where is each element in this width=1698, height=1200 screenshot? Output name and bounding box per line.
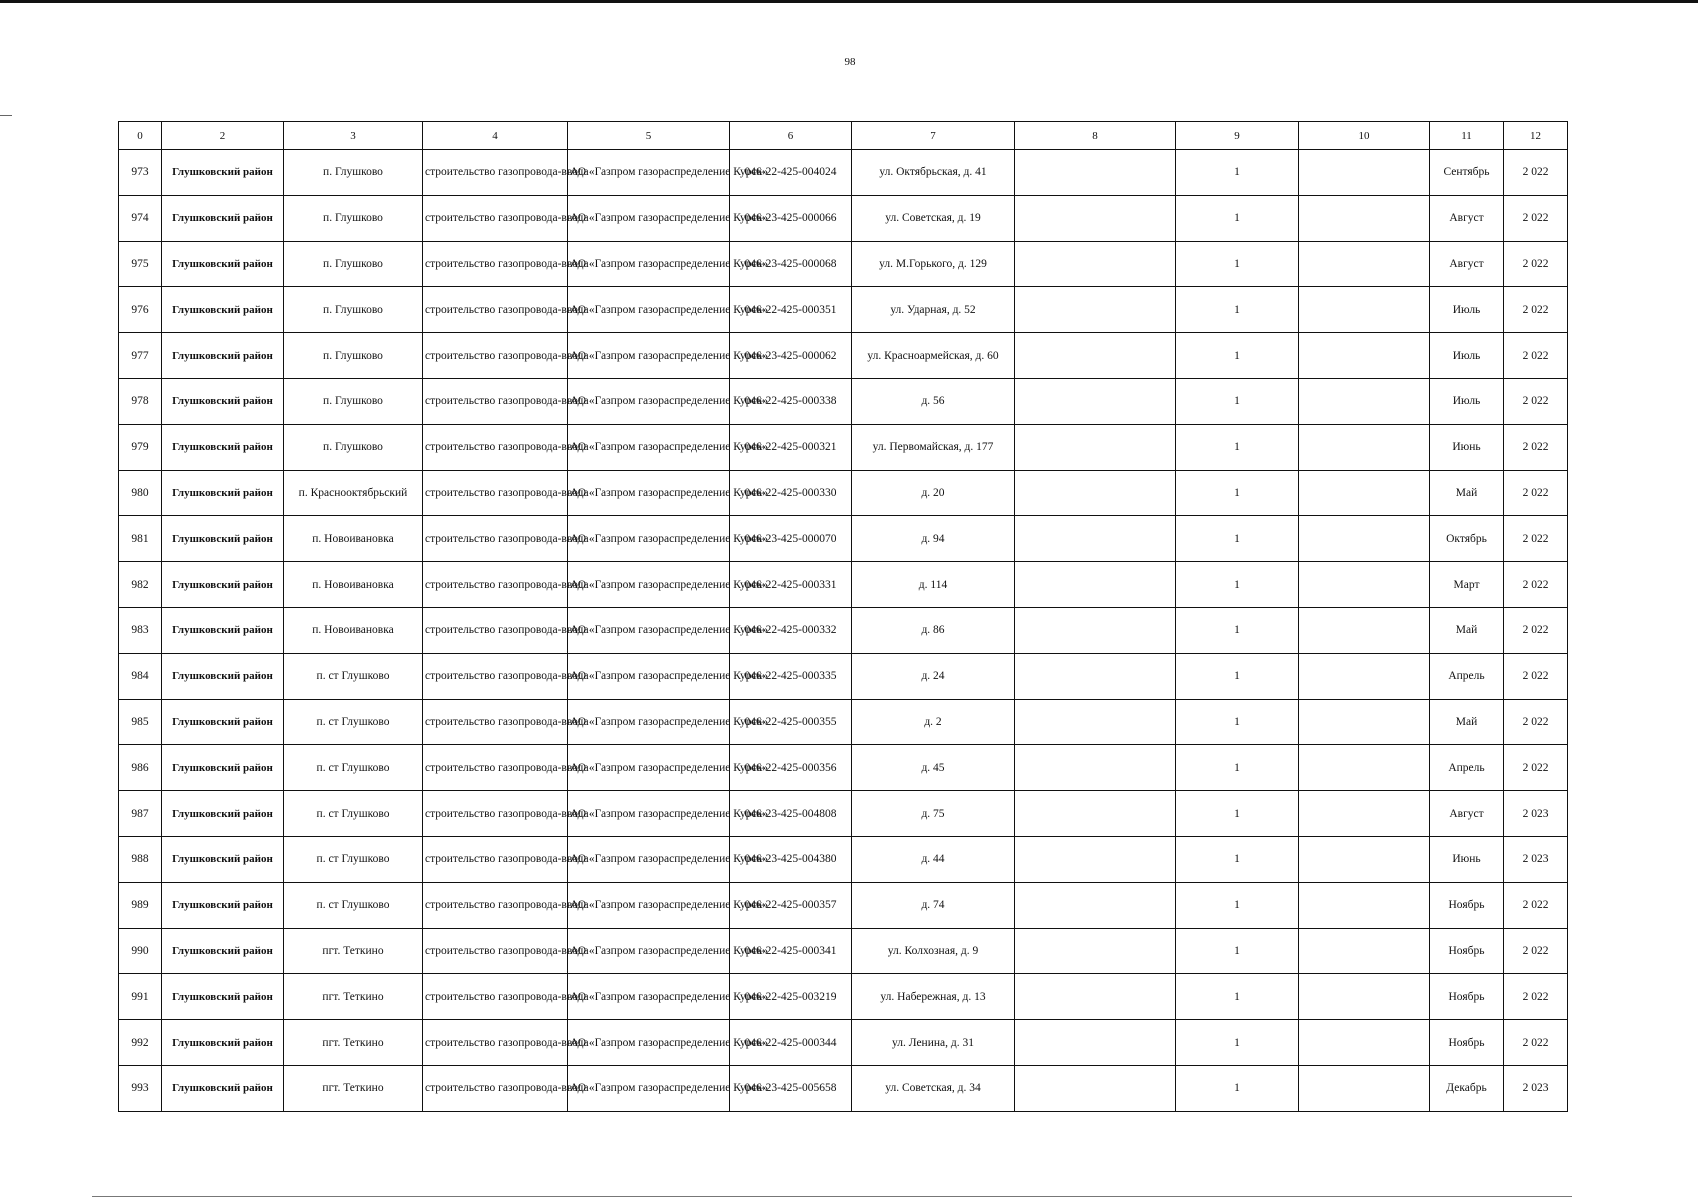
year-cell: 2 022 <box>1504 378 1568 424</box>
month-cell: Август <box>1430 791 1504 837</box>
object-code-cell: 046-22-425-000355 <box>730 699 852 745</box>
row-number-cell: 973 <box>119 150 162 196</box>
row-number-cell: 974 <box>119 195 162 241</box>
address-cell: д. 94 <box>852 516 1015 562</box>
column-10-cell <box>1299 470 1430 516</box>
month-cell: Март <box>1430 562 1504 608</box>
page-bottom-line <box>92 1196 1572 1197</box>
address-cell: д. 114 <box>852 562 1015 608</box>
object-code-cell: 046-22-425-000341 <box>730 928 852 974</box>
district-cell: Глушковский район <box>162 470 284 516</box>
column-10-cell <box>1299 928 1430 974</box>
column-header: 4 <box>423 122 568 150</box>
organization-cell: АО «Газпром газораспределение Курск» <box>568 516 730 562</box>
column-8-cell <box>1015 195 1176 241</box>
quantity-cell: 1 <box>1176 333 1299 379</box>
object-code-cell: 046-22-425-000344 <box>730 1020 852 1066</box>
month-cell: Май <box>1430 607 1504 653</box>
work-type-cell: строительство газопровода-ввода <box>423 562 568 608</box>
work-type-cell: строительство газопровода-ввода <box>423 836 568 882</box>
organization-cell: АО «Газпром газораспределение Курск» <box>568 1065 730 1111</box>
column-8-cell <box>1015 287 1176 333</box>
organization-cell: АО «Газпром газораспределение Курск» <box>568 470 730 516</box>
row-number-cell: 987 <box>119 791 162 837</box>
locality-cell: п. Глушково <box>284 333 423 379</box>
year-cell: 2 022 <box>1504 150 1568 196</box>
column-10-cell <box>1299 378 1430 424</box>
column-8-cell <box>1015 562 1176 608</box>
address-cell: д. 2 <box>852 699 1015 745</box>
column-header: 9 <box>1176 122 1299 150</box>
work-type-cell: строительство газопровода-ввода <box>423 241 568 287</box>
column-header: 3 <box>284 122 423 150</box>
work-type-cell: строительство газопровода-ввода <box>423 974 568 1020</box>
work-type-cell: строительство газопровода-ввода <box>423 1020 568 1066</box>
quantity-cell: 1 <box>1176 1020 1299 1066</box>
address-cell: д. 86 <box>852 607 1015 653</box>
row-number-cell: 984 <box>119 653 162 699</box>
month-cell: Апрель <box>1430 653 1504 699</box>
district-cell: Глушковский район <box>162 424 284 470</box>
column-10-cell <box>1299 791 1430 837</box>
year-cell: 2 022 <box>1504 241 1568 287</box>
month-cell: Май <box>1430 470 1504 516</box>
address-cell: ул. Октябрьская, д. 41 <box>852 150 1015 196</box>
address-cell: ул. Советская, д. 34 <box>852 1065 1015 1111</box>
object-code-cell: 046-22-425-000331 <box>730 562 852 608</box>
locality-cell: п. Глушково <box>284 241 423 287</box>
month-cell: Август <box>1430 195 1504 241</box>
district-cell: Глушковский район <box>162 150 284 196</box>
work-type-cell: строительство газопровода-ввода <box>423 150 568 196</box>
work-type-cell: строительство газопровода-ввода <box>423 882 568 928</box>
column-10-cell <box>1299 1020 1430 1066</box>
work-type-cell: строительство газопровода-ввода <box>423 699 568 745</box>
table-row <box>119 836 1568 882</box>
quantity-cell: 1 <box>1176 562 1299 608</box>
column-10-cell <box>1299 836 1430 882</box>
month-cell: Июнь <box>1430 424 1504 470</box>
month-cell: Май <box>1430 699 1504 745</box>
table-row <box>119 378 1568 424</box>
address-cell: д. 56 <box>852 378 1015 424</box>
object-code-cell: 046-23-425-000062 <box>730 333 852 379</box>
object-code-cell: 046-23-425-000068 <box>730 241 852 287</box>
district-cell: Глушковский район <box>162 882 284 928</box>
table-row <box>119 287 1568 333</box>
work-type-cell: строительство газопровода-ввода <box>423 424 568 470</box>
table-row <box>119 607 1568 653</box>
row-number-cell: 993 <box>119 1065 162 1111</box>
table-row <box>119 974 1568 1020</box>
district-cell: Глушковский район <box>162 607 284 653</box>
quantity-cell: 1 <box>1176 470 1299 516</box>
object-code-cell: 046-22-425-000330 <box>730 470 852 516</box>
district-cell: Глушковский район <box>162 791 284 837</box>
table-row <box>119 562 1568 608</box>
work-type-cell: строительство газопровода-ввода <box>423 653 568 699</box>
locality-cell: п. Новоивановка <box>284 607 423 653</box>
month-cell: Ноябрь <box>1430 1020 1504 1066</box>
column-header: 7 <box>852 122 1015 150</box>
row-number-cell: 990 <box>119 928 162 974</box>
row-number-cell: 992 <box>119 1020 162 1066</box>
locality-cell: п. ст Глушково <box>284 653 423 699</box>
district-cell: Глушковский район <box>162 1020 284 1066</box>
quantity-cell: 1 <box>1176 791 1299 837</box>
quantity-cell: 1 <box>1176 974 1299 1020</box>
work-type-cell: строительство газопровода-ввода <box>423 470 568 516</box>
row-number-cell: 989 <box>119 882 162 928</box>
district-cell: Глушковский район <box>162 1065 284 1111</box>
organization-cell: АО «Газпром газораспределение Курск» <box>568 333 730 379</box>
organization-cell: АО «Газпром газораспределение Курск» <box>568 424 730 470</box>
district-cell: Глушковский район <box>162 516 284 562</box>
table-row <box>119 241 1568 287</box>
column-8-cell <box>1015 653 1176 699</box>
month-cell: Июль <box>1430 378 1504 424</box>
object-code-cell: 046-23-425-004380 <box>730 836 852 882</box>
organization-cell: АО «Газпром газораспределение Курск» <box>568 195 730 241</box>
district-cell: Глушковский район <box>162 653 284 699</box>
locality-cell: п. ст Глушково <box>284 745 423 791</box>
row-number-cell: 976 <box>119 287 162 333</box>
row-number-cell: 988 <box>119 836 162 882</box>
organization-cell: АО «Газпром газораспределение Курск» <box>568 928 730 974</box>
district-cell: Глушковский район <box>162 241 284 287</box>
work-type-cell: строительство газопровода-ввода <box>423 333 568 379</box>
column-header: 11 <box>1430 122 1504 150</box>
column-10-cell <box>1299 974 1430 1020</box>
row-number-cell: 991 <box>119 974 162 1020</box>
row-number-cell: 985 <box>119 699 162 745</box>
table-body <box>119 150 1568 1112</box>
table-row <box>119 1020 1568 1066</box>
locality-cell: п. ст Глушково <box>284 699 423 745</box>
year-cell: 2 022 <box>1504 974 1568 1020</box>
work-type-cell: строительство газопровода-ввода <box>423 928 568 974</box>
organization-cell: АО «Газпром газораспределение Курск» <box>568 699 730 745</box>
object-code-cell: 046-22-425-000332 <box>730 607 852 653</box>
page-number: 98 <box>844 56 856 68</box>
year-cell: 2 022 <box>1504 653 1568 699</box>
month-cell: Сентябрь <box>1430 150 1504 196</box>
table-row <box>119 424 1568 470</box>
month-cell: Апрель <box>1430 745 1504 791</box>
locality-cell: п. Новоивановка <box>284 516 423 562</box>
column-10-cell <box>1299 1065 1430 1111</box>
district-cell: Глушковский район <box>162 195 284 241</box>
object-code-cell: 046-22-425-000351 <box>730 287 852 333</box>
address-cell: д. 74 <box>852 882 1015 928</box>
district-cell: Глушковский район <box>162 699 284 745</box>
quantity-cell: 1 <box>1176 516 1299 562</box>
object-code-cell: 046-22-425-000357 <box>730 882 852 928</box>
table-row <box>119 653 1568 699</box>
column-10-cell <box>1299 699 1430 745</box>
row-number-cell: 978 <box>119 378 162 424</box>
locality-cell: п. Глушково <box>284 287 423 333</box>
locality-cell: п. Краснооктябрьский <box>284 470 423 516</box>
row-number-cell: 983 <box>119 607 162 653</box>
column-8-cell <box>1015 1020 1176 1066</box>
quantity-cell: 1 <box>1176 882 1299 928</box>
work-type-cell: строительство газопровода-ввода <box>423 195 568 241</box>
month-cell: Ноябрь <box>1430 882 1504 928</box>
column-8-cell <box>1015 791 1176 837</box>
district-cell: Глушковский район <box>162 562 284 608</box>
address-cell: д. 44 <box>852 836 1015 882</box>
year-cell: 2 022 <box>1504 607 1568 653</box>
row-number-cell: 980 <box>119 470 162 516</box>
object-code-cell: 046-22-425-004024 <box>730 150 852 196</box>
object-code-cell: 046-22-425-000321 <box>730 424 852 470</box>
quantity-cell: 1 <box>1176 287 1299 333</box>
address-cell: ул. Ударная, д. 52 <box>852 287 1015 333</box>
year-cell: 2 022 <box>1504 516 1568 562</box>
row-number-cell: 986 <box>119 745 162 791</box>
object-code-cell: 046-22-425-000356 <box>730 745 852 791</box>
month-cell: Июль <box>1430 333 1504 379</box>
column-10-cell <box>1299 424 1430 470</box>
column-8-cell <box>1015 424 1176 470</box>
column-10-cell <box>1299 562 1430 608</box>
table-row <box>119 928 1568 974</box>
year-cell: 2 023 <box>1504 791 1568 837</box>
column-10-cell <box>1299 653 1430 699</box>
quantity-cell: 1 <box>1176 150 1299 196</box>
address-cell: ул. Ленина, д. 31 <box>852 1020 1015 1066</box>
district-cell: Глушковский район <box>162 974 284 1020</box>
column-8-cell <box>1015 836 1176 882</box>
work-type-cell: строительство газопровода-ввода <box>423 516 568 562</box>
year-cell: 2 022 <box>1504 699 1568 745</box>
object-code-cell: 046-23-425-000066 <box>730 195 852 241</box>
column-header: 5 <box>568 122 730 150</box>
organization-cell: АО «Газпром газораспределение Курск» <box>568 836 730 882</box>
object-code-cell: 046-22-425-000338 <box>730 378 852 424</box>
row-number-cell: 979 <box>119 424 162 470</box>
address-cell: д. 75 <box>852 791 1015 837</box>
column-8-cell <box>1015 150 1176 196</box>
column-10-cell <box>1299 607 1430 653</box>
organization-cell: АО «Газпром газораспределение Курск» <box>568 241 730 287</box>
organization-cell: АО «Газпром газораспределение Курск» <box>568 287 730 333</box>
table-row <box>119 470 1568 516</box>
district-cell: Глушковский район <box>162 836 284 882</box>
table-row <box>119 195 1568 241</box>
locality-cell: п. ст Глушково <box>284 882 423 928</box>
district-cell: Глушковский район <box>162 378 284 424</box>
quantity-cell: 1 <box>1176 424 1299 470</box>
object-code-cell: 046-22-425-000335 <box>730 653 852 699</box>
year-cell: 2 022 <box>1504 882 1568 928</box>
year-cell: 2 022 <box>1504 287 1568 333</box>
data-table <box>118 121 1568 1112</box>
organization-cell: АО «Газпром газораспределение Курск» <box>568 745 730 791</box>
address-cell: ул. Красноармейская, д. 60 <box>852 333 1015 379</box>
object-code-cell: 046-23-425-000070 <box>730 516 852 562</box>
quantity-cell: 1 <box>1176 699 1299 745</box>
locality-cell: п. Глушково <box>284 150 423 196</box>
column-10-cell <box>1299 745 1430 791</box>
month-cell: Октябрь <box>1430 516 1504 562</box>
work-type-cell: строительство газопровода-ввода <box>423 378 568 424</box>
organization-cell: АО «Газпром газораспределение Курск» <box>568 607 730 653</box>
quantity-cell: 1 <box>1176 195 1299 241</box>
quantity-cell: 1 <box>1176 241 1299 287</box>
quantity-cell: 1 <box>1176 653 1299 699</box>
month-cell: Июнь <box>1430 836 1504 882</box>
month-cell: Ноябрь <box>1430 928 1504 974</box>
column-8-cell <box>1015 607 1176 653</box>
column-8-cell <box>1015 241 1176 287</box>
column-8-cell <box>1015 333 1176 379</box>
table-row <box>119 150 1568 196</box>
locality-cell: пгт. Теткино <box>284 1065 423 1111</box>
locality-cell: пгт. Теткино <box>284 928 423 974</box>
locality-cell: п. ст Глушково <box>284 836 423 882</box>
table-row <box>119 333 1568 379</box>
work-type-cell: строительство газопровода-ввода <box>423 607 568 653</box>
month-cell: Декабрь <box>1430 1065 1504 1111</box>
work-type-cell: строительство газопровода-ввода <box>423 287 568 333</box>
column-8-cell <box>1015 378 1176 424</box>
address-cell: д. 20 <box>852 470 1015 516</box>
column-8-cell <box>1015 470 1176 516</box>
month-cell: Июль <box>1430 287 1504 333</box>
address-cell: ул. М.Горького, д. 129 <box>852 241 1015 287</box>
column-8-cell <box>1015 1065 1176 1111</box>
locality-cell: п. Глушково <box>284 195 423 241</box>
year-cell: 2 022 <box>1504 470 1568 516</box>
quantity-cell: 1 <box>1176 928 1299 974</box>
work-type-cell: строительство газопровода-ввода <box>423 1065 568 1111</box>
quantity-cell: 1 <box>1176 1065 1299 1111</box>
organization-cell: АО «Газпром газораспределение Курск» <box>568 653 730 699</box>
organization-cell: АО «Газпром газораспределение Курск» <box>568 562 730 608</box>
column-8-cell <box>1015 699 1176 745</box>
row-number-cell: 981 <box>119 516 162 562</box>
year-cell: 2 022 <box>1504 333 1568 379</box>
quantity-cell: 1 <box>1176 607 1299 653</box>
address-cell: ул. Набережная, д. 13 <box>852 974 1015 1020</box>
year-cell: 2 022 <box>1504 928 1568 974</box>
organization-cell: АО «Газпром газораспределение Курск» <box>568 974 730 1020</box>
table-row <box>119 516 1568 562</box>
year-cell: 2 023 <box>1504 1065 1568 1111</box>
year-cell: 2 022 <box>1504 1020 1568 1066</box>
quantity-cell: 1 <box>1176 836 1299 882</box>
organization-cell: АО «Газпром газораспределение Курск» <box>568 1020 730 1066</box>
quantity-cell: 1 <box>1176 378 1299 424</box>
column-header: 8 <box>1015 122 1176 150</box>
column-8-cell <box>1015 974 1176 1020</box>
year-cell: 2 022 <box>1504 562 1568 608</box>
table-row <box>119 882 1568 928</box>
month-cell: Ноябрь <box>1430 974 1504 1020</box>
table-row <box>119 1065 1568 1111</box>
object-code-cell: 046-22-425-003219 <box>730 974 852 1020</box>
column-10-cell <box>1299 195 1430 241</box>
district-cell: Глушковский район <box>162 745 284 791</box>
locality-cell: пгт. Теткино <box>284 974 423 1020</box>
organization-cell: АО «Газпром газораспределение Курск» <box>568 791 730 837</box>
district-cell: Глушковский район <box>162 333 284 379</box>
table-row <box>119 745 1568 791</box>
object-code-cell: 046-23-425-004808 <box>730 791 852 837</box>
month-cell: Август <box>1430 241 1504 287</box>
table-row <box>119 699 1568 745</box>
address-cell: ул. Колхозная, д. 9 <box>852 928 1015 974</box>
column-8-cell <box>1015 745 1176 791</box>
year-cell: 2 023 <box>1504 836 1568 882</box>
column-header: 0 <box>119 122 162 150</box>
column-10-cell <box>1299 150 1430 196</box>
column-10-cell <box>1299 241 1430 287</box>
quantity-cell: 1 <box>1176 745 1299 791</box>
locality-cell: п. ст Глушково <box>284 791 423 837</box>
column-8-cell <box>1015 928 1176 974</box>
row-number-cell: 975 <box>119 241 162 287</box>
column-8-cell <box>1015 882 1176 928</box>
locality-cell: п. Новоивановка <box>284 562 423 608</box>
year-cell: 2 022 <box>1504 745 1568 791</box>
column-header: 10 <box>1299 122 1430 150</box>
address-cell: д. 45 <box>852 745 1015 791</box>
column-10-cell <box>1299 882 1430 928</box>
header-row <box>119 122 1568 150</box>
page-top-border <box>0 0 1698 3</box>
row-number-cell: 982 <box>119 562 162 608</box>
organization-cell: АО «Газпром газораспределение Курск» <box>568 378 730 424</box>
object-code-cell: 046-23-425-005658 <box>730 1065 852 1111</box>
locality-cell: п. Глушково <box>284 378 423 424</box>
column-10-cell <box>1299 333 1430 379</box>
column-8-cell <box>1015 516 1176 562</box>
margin-mark <box>0 115 12 116</box>
row-number-cell: 977 <box>119 333 162 379</box>
district-cell: Глушковский район <box>162 287 284 333</box>
column-header: 2 <box>162 122 284 150</box>
column-header: 6 <box>730 122 852 150</box>
table-row <box>119 791 1568 837</box>
address-cell: д. 24 <box>852 653 1015 699</box>
locality-cell: пгт. Теткино <box>284 1020 423 1066</box>
locality-cell: п. Глушково <box>284 424 423 470</box>
column-10-cell <box>1299 287 1430 333</box>
year-cell: 2 022 <box>1504 195 1568 241</box>
work-type-cell: строительство газопровода-ввода <box>423 791 568 837</box>
district-cell: Глушковский район <box>162 928 284 974</box>
address-cell: ул. Советская, д. 19 <box>852 195 1015 241</box>
year-cell: 2 022 <box>1504 424 1568 470</box>
organization-cell: АО «Газпром газораспределение Курск» <box>568 882 730 928</box>
organization-cell: АО «Газпром газораспределение Курск» <box>568 150 730 196</box>
column-10-cell <box>1299 516 1430 562</box>
column-header: 12 <box>1504 122 1568 150</box>
address-cell: ул. Первомайская, д. 177 <box>852 424 1015 470</box>
work-type-cell: строительство газопровода-ввода <box>423 745 568 791</box>
